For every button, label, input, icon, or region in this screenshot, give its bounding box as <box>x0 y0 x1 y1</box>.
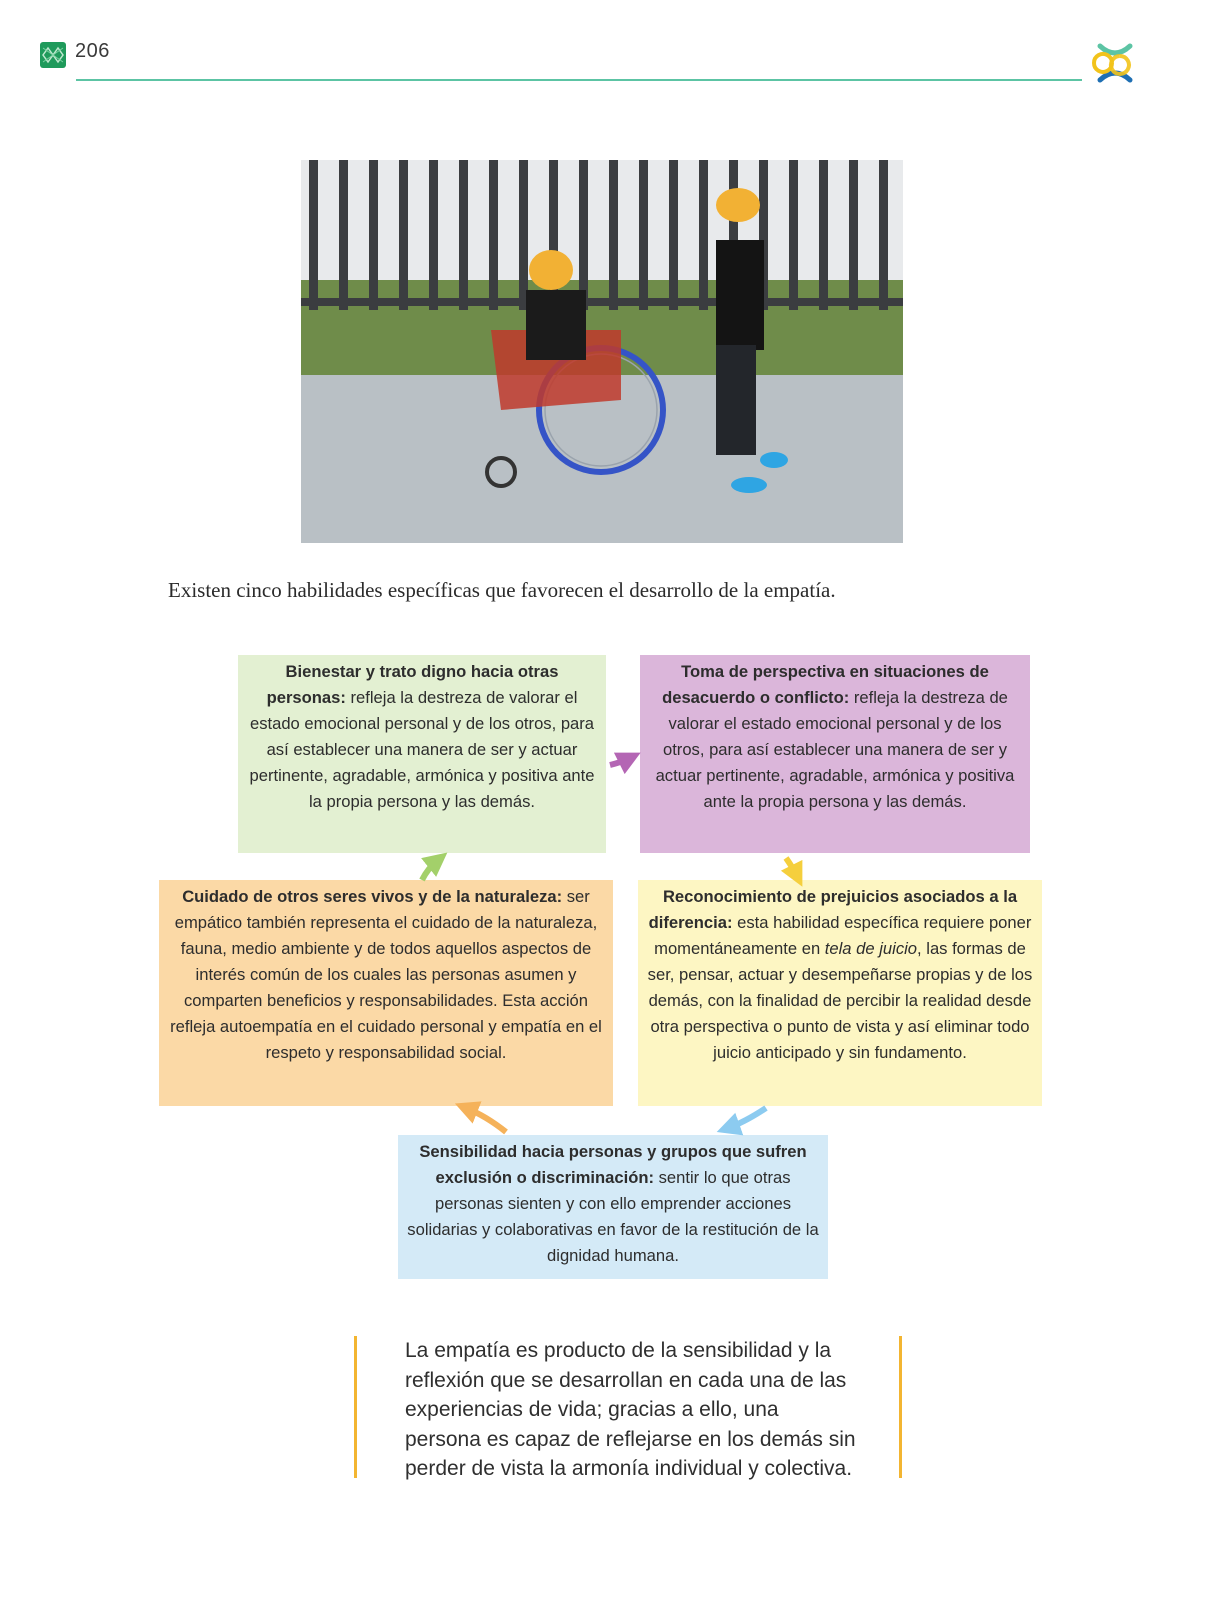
quote-bar-left <box>354 1336 357 1478</box>
box-prejuicios-text-after: , las formas de ser, pensar, actuar y desempeñarse propias y de los demás, con la finalidad de percibir la realidad desde otra perspectiva o punto de vista y así eliminar todo juicio anticipado y sin fundamento. <box>647 939 1033 1062</box>
series-logo-icon <box>1090 38 1140 88</box>
box-sensibilidad <box>398 1135 828 1279</box>
box-prejuicios-text-before: esta habilidad específica requiere poner momentáneamente en <box>654 913 1032 958</box>
box-cuidado <box>159 880 613 1106</box>
quote-bar-right <box>899 1336 902 1478</box>
arrow-purple-to-yellow <box>786 858 797 876</box>
box-perspectiva <box>640 655 1030 853</box>
arrow-yellow-to-blue <box>728 1108 766 1128</box>
box-prejuicios-title: Reconocimiento de prejuicios asociados a la diferencia: <box>648 887 1018 932</box>
box-bienestar-title: Bienestar y trato digno hacia otras personas: <box>266 662 559 707</box>
box-perspectiva-text: refleja la destreza de valorar el estado emocional personal y de los otros, para así establecer una manera de ser y actuar pertinente, agradable, armónica y positiva ante la propia persona y las demás. <box>655 688 1015 811</box>
arrow-orange-to-green <box>422 860 438 880</box>
box-sensibilidad-title: Sensibilidad hacia personas y grupos que sufren exclusión o discriminación: <box>419 1142 807 1187</box>
box-cuidado-title: Cuidado de otros seres vivos y de la naturaleza: <box>182 887 563 906</box>
box-sensibilidad-text: sentir lo que otras personas sienten y con ello emprender acciones solidarias y colaborativas en favor de la restitución de la dignidad humana. <box>407 1168 819 1265</box>
box-bienestar-text: refleja la destreza de valorar el estado emocional personal y de los otros, para así establecer una manera de ser y actuar pertinente, agradable, armónica y positiva ante la propia persona y las demás. <box>249 688 595 811</box>
box-cuidado-text: ser empático también representa el cuidado de la naturaleza, fauna, medio ambiente y de todos aquellos aspectos de interés común de los cuales las personas asumen y comparten beneficios y responsabilidades. Esta acción refleja autoempatía en el cuidado personal y empatía en el respeto y responsabilidad social. <box>170 887 602 1062</box>
header-rule <box>76 79 1082 81</box>
box-perspectiva-title: Toma de perspectiva en situaciones de desacuerdo o conflicto: <box>662 662 989 707</box>
box-prejuicios-italic: tela de juicio <box>824 939 918 958</box>
box-bienestar <box>238 655 606 853</box>
page-corner-icon <box>40 42 66 68</box>
intro-text: Existen cinco habilidades específicas que favorecen el desarrollo de la empatía. <box>168 578 836 602</box>
page-number: 206 <box>75 40 110 62</box>
box-prejuicios <box>638 880 1042 1106</box>
photo-child-pushing-wheelchair <box>301 160 903 543</box>
arrow-blue-to-orange <box>466 1108 506 1132</box>
closing-quote: La empatía es producto de la sensibilidad y la reflexión que se desarrollan en cada una de las experiencias de vida; gracias a ello, una persona es capaz de reflejarse en los demás sin perder de vista la armonía individual y colectiva. <box>405 1339 856 1480</box>
arrow-green-to-purple <box>610 758 630 765</box>
